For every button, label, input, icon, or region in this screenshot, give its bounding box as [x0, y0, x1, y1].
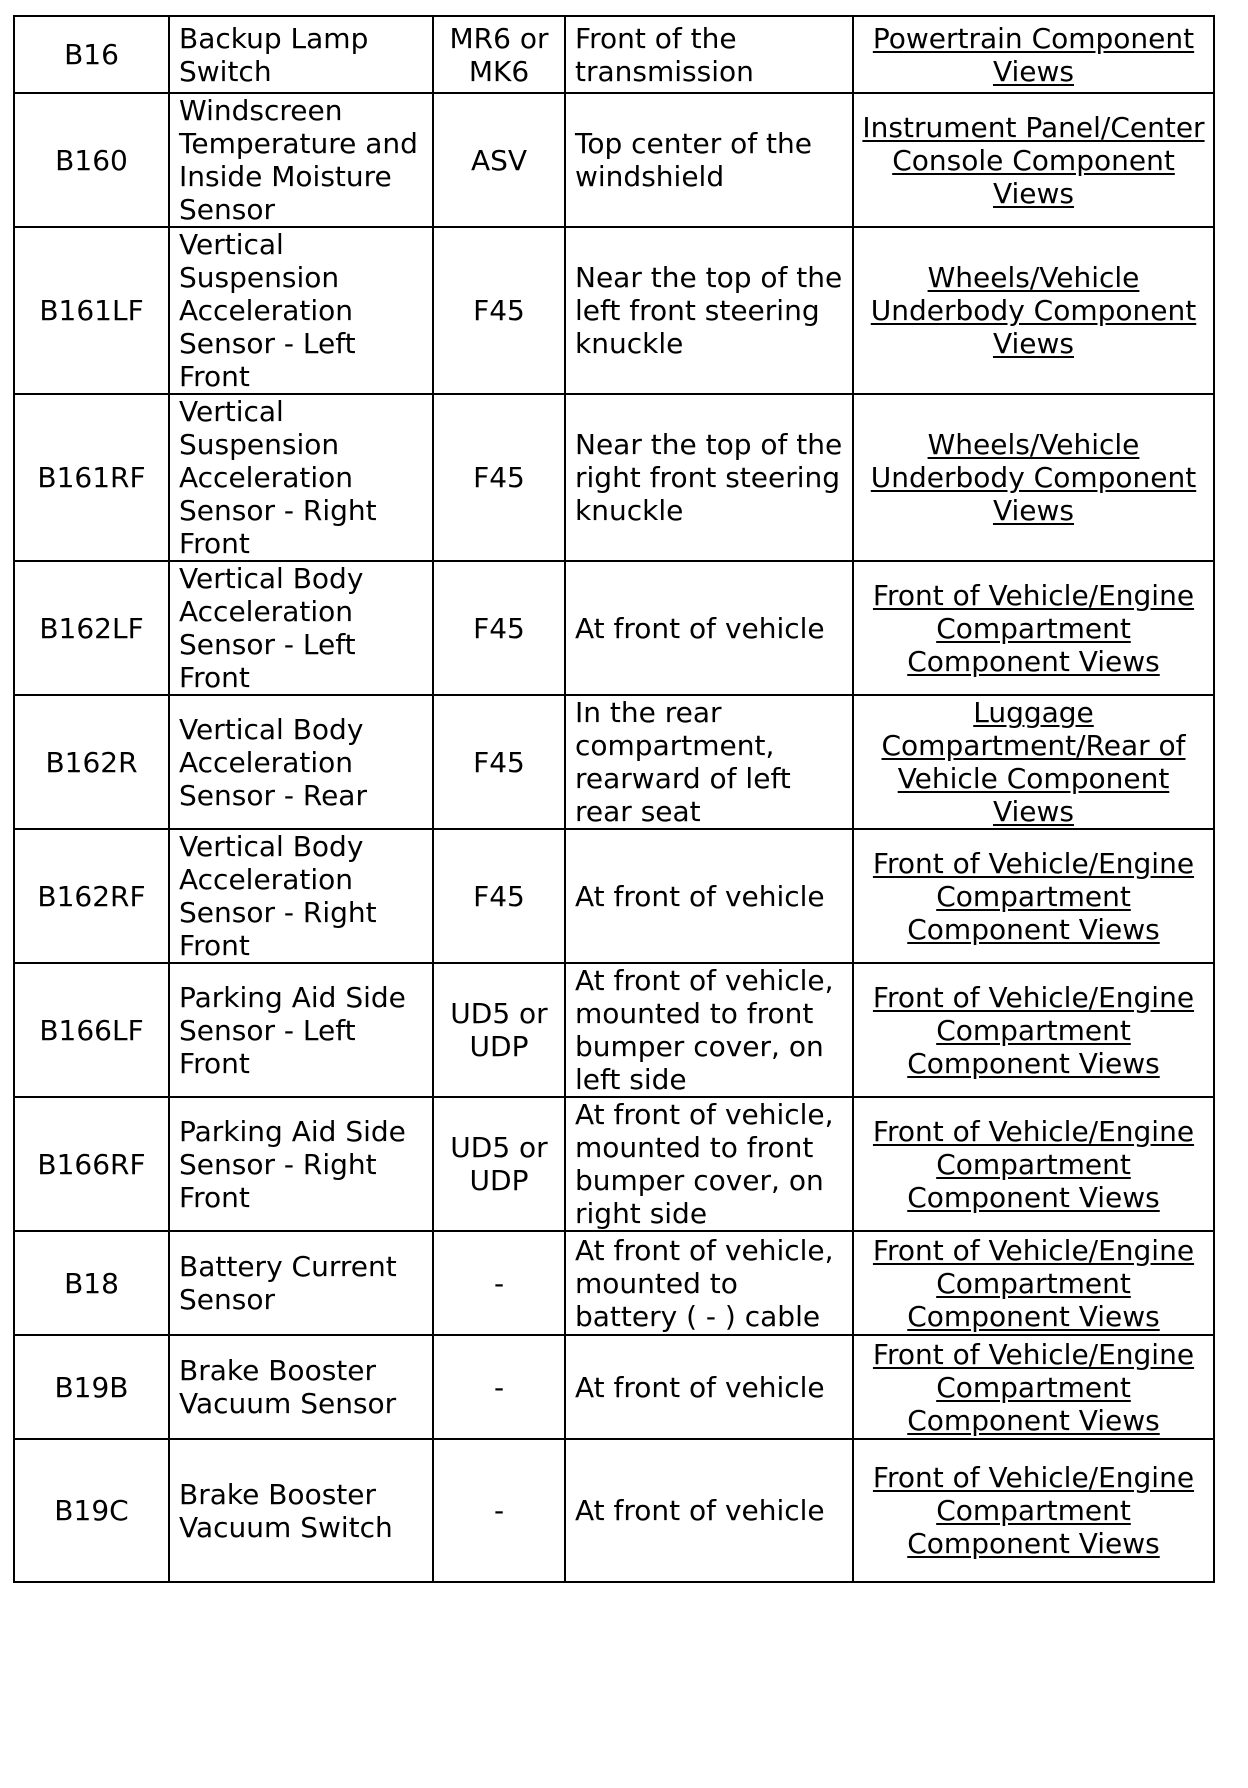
component-name: Vertical Suspension Acceleration Sensor - Right Front: [169, 394, 433, 561]
component-view-link[interactable]: Front of Vehicle/Engine Compartment Component Views: [872, 578, 1195, 678]
table-row: [14, 1097, 1214, 1231]
component-name: Brake Booster Vacuum Sensor: [169, 1335, 433, 1439]
component-location: At front of vehicle, mounted to battery ( - ) cable: [565, 1231, 853, 1335]
table-row: [14, 1231, 1214, 1335]
table-row: [14, 695, 1214, 829]
option-code: -: [433, 1335, 565, 1439]
component-location: At front of vehicle, mounted to front bumper cover, on right side: [565, 1097, 853, 1231]
component-view-link[interactable]: Luggage Compartment/Rear of Vehicle Component Views: [881, 696, 1186, 828]
component-location: At front of vehicle: [565, 1439, 853, 1582]
table-body: [14, 16, 1214, 1582]
component-id: B161RF: [14, 394, 169, 561]
component-id: B19C: [14, 1439, 169, 1582]
component-view-link[interactable]: Front of Vehicle/Engine Compartment Component Views: [872, 846, 1195, 946]
option-code: F45: [433, 561, 565, 695]
component-view-link[interactable]: Front of Vehicle/Engine Compartment Component Views: [872, 1461, 1195, 1560]
option-code: UD5 or UDP: [433, 1097, 565, 1231]
option-code: -: [433, 1439, 565, 1582]
table-row: [14, 93, 1214, 227]
component-location: Front of the transmission: [565, 16, 853, 93]
component-id: B162R: [14, 695, 169, 829]
component-view-link[interactable]: Powertrain Component Views: [872, 21, 1195, 88]
component-view-cell: [853, 227, 1214, 394]
component-view-cell: [853, 1439, 1214, 1582]
component-id: B19B: [14, 1335, 169, 1439]
component-id: B166RF: [14, 1097, 169, 1231]
component-location: In the rear compartment, rearward of left rear seat: [565, 695, 853, 829]
component-name: Vertical Suspension Acceleration Sensor - Left Front: [169, 227, 433, 394]
table-row: [14, 963, 1214, 1097]
table-row: [14, 227, 1214, 394]
table-row: [14, 829, 1214, 963]
component-view-link[interactable]: Front of Vehicle/Engine Compartment Component Views: [872, 1337, 1195, 1437]
component-name: Backup Lamp Switch: [169, 16, 433, 93]
component-view-link[interactable]: Front of Vehicle/Engine Compartment Component Views: [872, 980, 1195, 1080]
component-view-link[interactable]: Instrument Panel/Center Console Component Views: [862, 110, 1205, 210]
component-view-cell: [853, 963, 1214, 1097]
component-id: B16: [14, 16, 169, 93]
component-name: Battery Current Sensor: [169, 1231, 433, 1335]
component-location: Near the top of the right front steering knuckle: [565, 394, 853, 561]
component-view-cell: [853, 561, 1214, 695]
option-code: F45: [433, 394, 565, 561]
component-name: Windscreen Temperature and Inside Moisture Sensor: [169, 93, 433, 227]
component-location: Top center of the windshield: [565, 93, 853, 227]
component-view-link[interactable]: Wheels/Vehicle Underbody Component Views: [870, 428, 1197, 527]
component-id: B162LF: [14, 561, 169, 695]
component-id: B162RF: [14, 829, 169, 963]
component-view-cell: [853, 93, 1214, 227]
component-name: Brake Booster Vacuum Switch: [169, 1439, 433, 1582]
component-view-cell: [853, 829, 1214, 963]
component-view-cell: [853, 1231, 1214, 1335]
component-location: At front of vehicle, mounted to front bumper cover, on left side: [565, 963, 853, 1097]
component-name: Parking Aid Side Sensor - Right Front: [169, 1097, 433, 1231]
table-row: [14, 1439, 1214, 1582]
component-view-cell: [853, 695, 1214, 829]
component-id: B161LF: [14, 227, 169, 394]
component-id: B166LF: [14, 963, 169, 1097]
component-location: At front of vehicle: [565, 1335, 853, 1439]
component-id: B160: [14, 93, 169, 227]
table-row: [14, 16, 1214, 93]
component-location: At front of vehicle: [565, 829, 853, 963]
component-view-cell: [853, 394, 1214, 561]
component-location: Near the top of the left front steering knuckle: [565, 227, 853, 394]
table-row: [14, 1335, 1214, 1439]
option-code: UD5 or UDP: [433, 963, 565, 1097]
option-code: -: [433, 1231, 565, 1335]
component-name: Parking Aid Side Sensor - Left Front: [169, 963, 433, 1097]
option-code: ASV: [433, 93, 565, 227]
component-view-link[interactable]: Wheels/Vehicle Underbody Component Views: [870, 261, 1197, 360]
table-row: [14, 394, 1214, 561]
component-view-link[interactable]: Front of Vehicle/Engine Compartment Component Views: [872, 1114, 1195, 1214]
component-view-cell: [853, 16, 1214, 93]
component-locator-table: [13, 15, 1215, 1583]
component-view-link[interactable]: Front of Vehicle/Engine Compartment Component Views: [872, 1233, 1195, 1333]
option-code: MR6 or MK6: [433, 16, 565, 93]
component-id: B18: [14, 1231, 169, 1335]
component-view-cell: [853, 1097, 1214, 1231]
option-code: F45: [433, 829, 565, 963]
component-location: At front of vehicle: [565, 561, 853, 695]
option-code: F45: [433, 227, 565, 394]
component-view-cell: [853, 1335, 1214, 1439]
table-row: [14, 561, 1214, 695]
component-name: Vertical Body Acceleration Sensor - Left Front: [169, 561, 433, 695]
component-name: Vertical Body Acceleration Sensor - Right Front: [169, 829, 433, 963]
component-name: Vertical Body Acceleration Sensor - Rear: [169, 695, 433, 829]
option-code: F45: [433, 695, 565, 829]
